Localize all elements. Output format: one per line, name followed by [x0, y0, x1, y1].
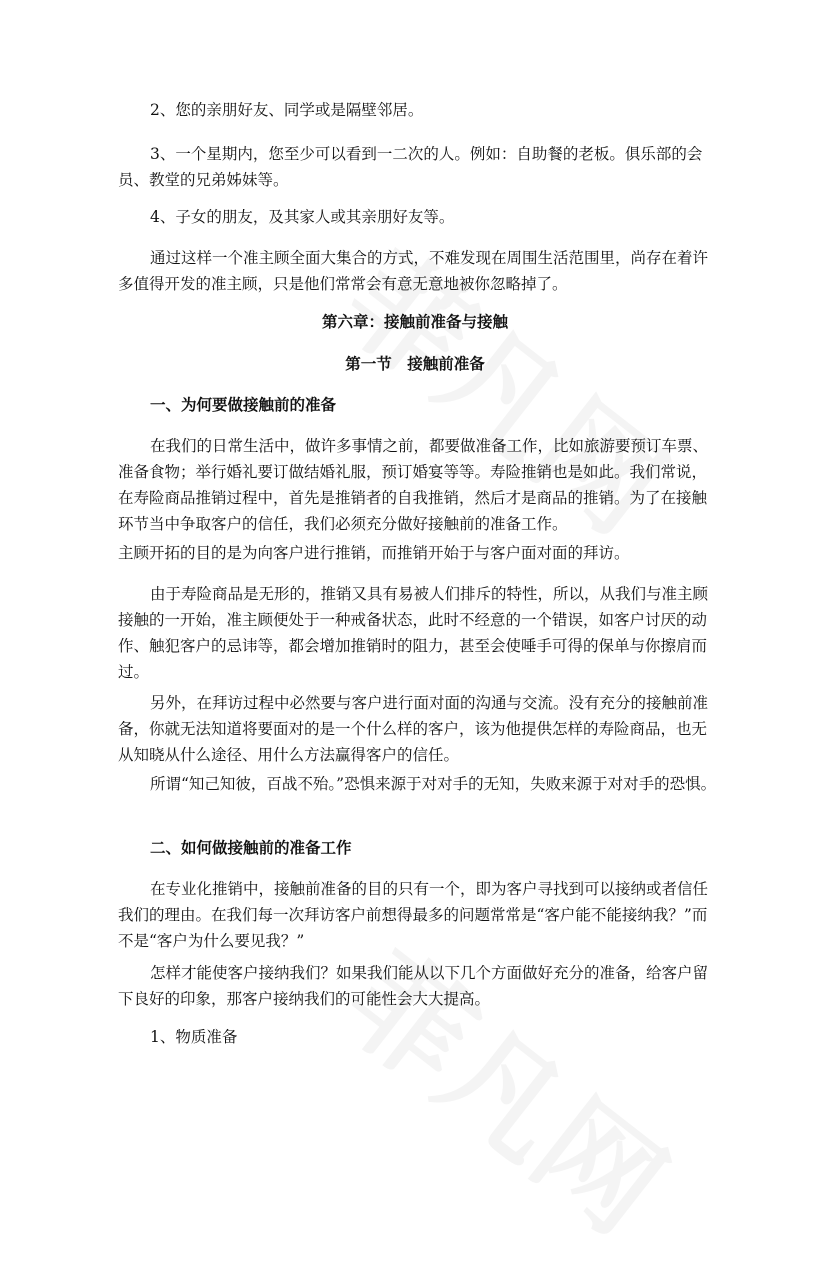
heading-how-prepare: 二、如何做接触前的准备工作 [150, 839, 352, 857]
paragraph-list-item-2: 2、您的亲朋好友、同学或是隔壁邻居。 [150, 101, 424, 119]
paragraph-how-accept: 怎样才能使客户接纳我们？如果我们能从以下几个方面做好充分的准备，给客户留下良好的印象，那客户接纳我们的可能性会大大提高。 [118, 964, 709, 1008]
paragraph-intangible-product: 由于寿险商品是无形的，推销又具有易被人们排斥的特性，所以，从我们与准主顾接触的一开始，准主顾便处于一种戒备状态，此时不经意的一个错误，如客户讨厌的动作、触犯客户的忌讳等，都会增加推销时的阻力，甚至会使唾手可得的保单与你擦肩而过。 [118, 585, 709, 681]
paragraph-list-item-4: 4、子女的朋友，及其家人或其亲朋好友等。 [150, 208, 455, 226]
paragraph-face-to-face: 另外，在拜访过程中必然要与客户进行面对面的沟通与交流。没有充分的接触前准备，你就无法知道将要面对的是一个什么样的客户，该为他提供怎样的寿险商品，也无从知晓从什么途径、用什么方法赢得客户的信任。 [118, 694, 709, 764]
paragraph-prospecting-purpose: 主顾开拓的目的是为向客户进行推销，而推销开始于与客户面对面的拜访。 [118, 544, 630, 562]
paragraph-professional-selling: 在专业化推销中，接触前准备的目的只有一个，即为客户寻找到可以接纳或者信任我们的理由。在我们每一次拜访客户前想得最多的问题常常是“客户能不能接纳我？”而不是“客户为什么要见我？” [118, 880, 709, 950]
paragraph-list-item-3: 3、一个星期内，您至少可以看到一二次的人。例如：自助餐的老板。俱乐部的会员、教堂的兄弟姊妹等。 [118, 145, 703, 189]
heading-why-prepare: 一、为何要做接触前的准备 [150, 396, 337, 414]
paragraph-daily-life: 在我们的日常生活中，做许多事情之前，都要做准备工作，比如旅游要预订车票、准备食物；举行婚礼要订做结婚礼服，预订婚宴等等。寿险推销也是如此。我们常说，在寿险商品推销过程中，首先是推销者的自我推销，然后才是商品的推销。为了在接触环节当中争取客户的信任，我们必须充分做好接触前的准备工作。 [118, 437, 709, 533]
paragraph-summary: 通过这样一个准主顾全面大集合的方式，不难发现在周围生活范围里，尚存在着许多值得开发的准主顾，只是他们常常会有意无意地被你忽略掉了。 [118, 249, 709, 293]
chapter-title: 第六章：接触前准备与接触 [321, 313, 508, 331]
paragraph-know-yourself: 所谓“知己知彼，百战不殆。”恐惧来源于对对手的无知，失败来源于对对手的恐惧。 [150, 775, 717, 793]
section-title: 第一节 接触前准备 [345, 355, 485, 373]
paragraph-material-prep: 1、物质准备 [150, 1028, 238, 1046]
